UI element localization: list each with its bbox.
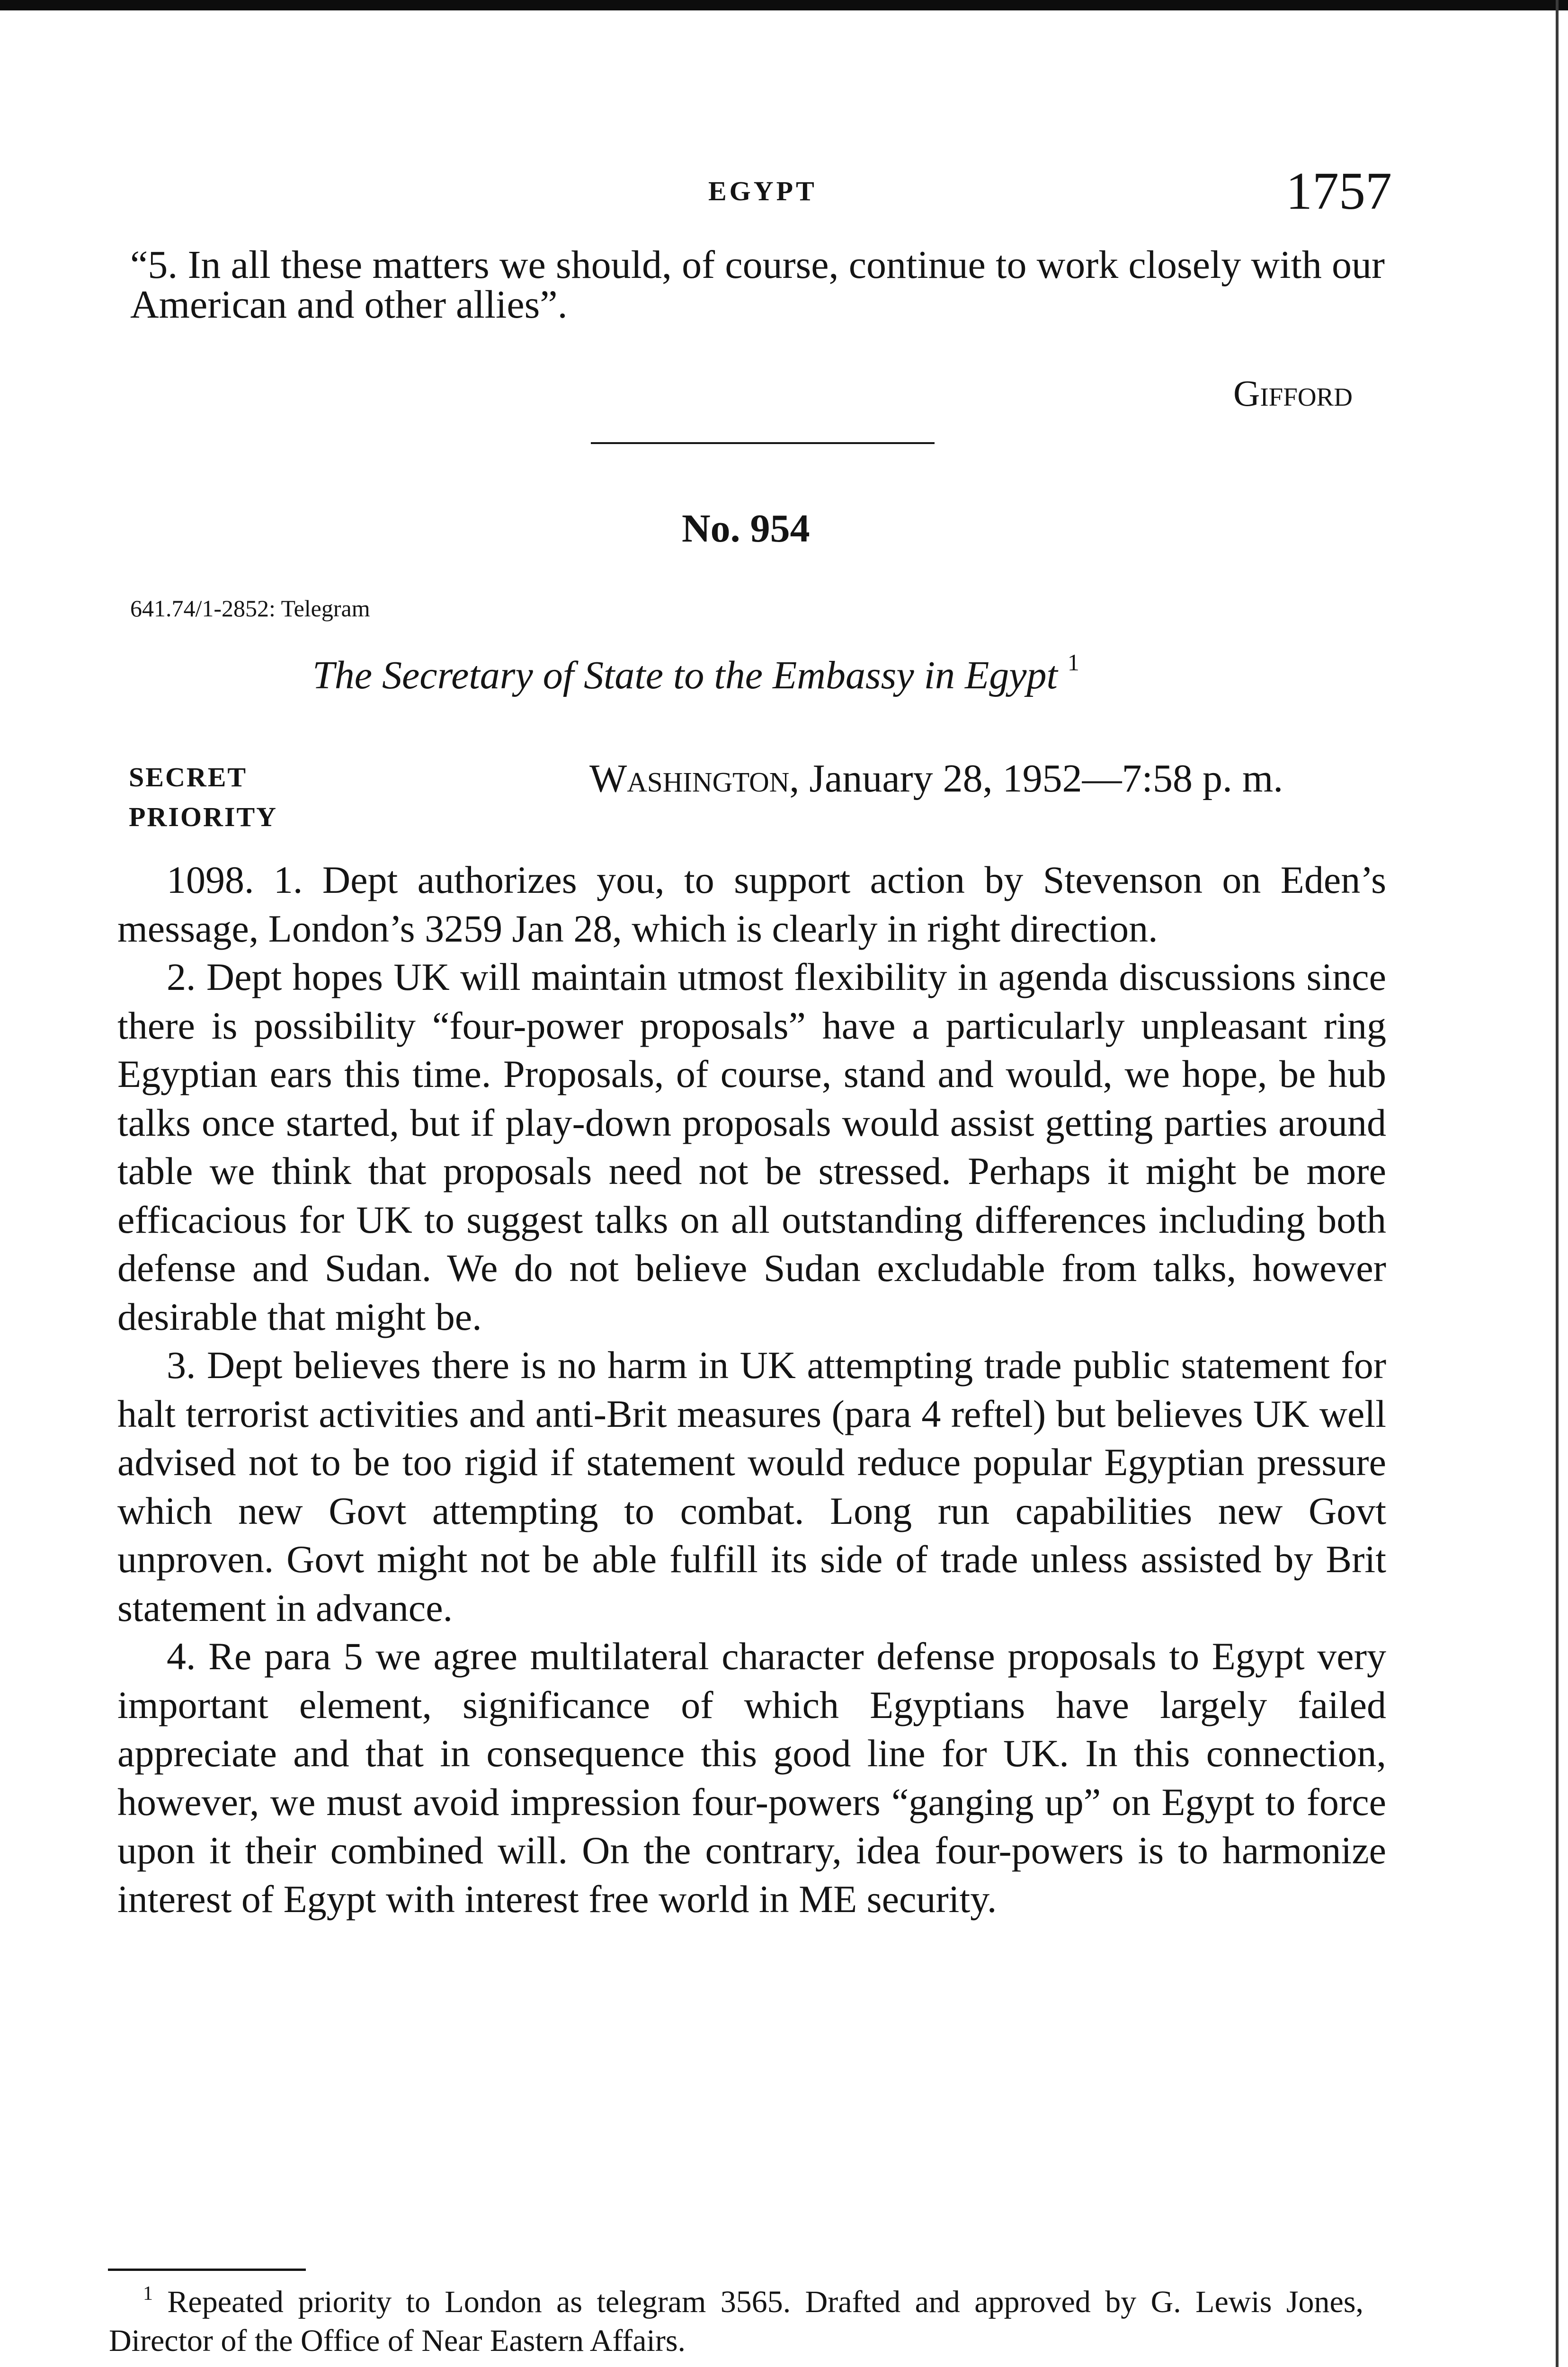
classification-secret: SECRET bbox=[129, 762, 248, 792]
dateline-place: Washington, bbox=[589, 756, 800, 801]
body-paragraph-1: 1098. 1. Dept authorizes you, to support action by Stevenson on Eden’s message, London’s 3259 Jan 28, which is clearly in right direction. bbox=[117, 858, 1386, 950]
footnote-rule bbox=[108, 2269, 306, 2271]
top-page-border bbox=[0, 0, 1568, 10]
document-title-text: The Secretary of State to the Embassy in Egypt bbox=[312, 653, 1058, 697]
footnote-text: Repeated priority to London as telegram 3565. Drafted and approved by G. Lewis Jones, Director of the Office of Near Eastern Affairs. bbox=[109, 2285, 1363, 2358]
section-divider bbox=[591, 442, 935, 444]
dateline bbox=[589, 756, 1283, 801]
title-footnote-mark: 1 bbox=[1067, 649, 1079, 676]
page-number: 1757 bbox=[1286, 162, 1392, 221]
footnote bbox=[109, 2283, 1363, 2360]
document-title bbox=[312, 649, 1079, 698]
telegram-body bbox=[117, 856, 1386, 1923]
footnote-mark: 1 bbox=[143, 2283, 153, 2305]
classification-priority: PRIORITY bbox=[129, 801, 278, 832]
signature-gifford: Gifford bbox=[1233, 373, 1353, 414]
document-number: No. 954 bbox=[682, 507, 810, 551]
right-page-edge bbox=[1556, 0, 1559, 2367]
closing-quote-paragraph: “5. In all these matters we should, of course, continue to work closely with our American and other allies”. bbox=[130, 243, 1385, 327]
body-paragraph-4: 4. Re para 5 we agree multilateral character defense proposals to Egypt very important element, significance of which Egyptians have largely failed appreciate and that in consequence this good line for UK. In this connection, however, we must avoid impression four-powers “ganging up” on Egypt to force upon it their combined will. On the contrary, idea four-powers is to harmonize interest of Egypt with interest free world in ME security. bbox=[117, 1635, 1386, 1921]
source-file-note: 641.74/1-2852: Telegram bbox=[130, 595, 370, 622]
dateline-date: January 28, 1952—7:58 p. m. bbox=[809, 756, 1283, 801]
body-paragraph-2: 2. Dept hopes UK will maintain utmost flexibility in agenda discussions since there is possibility “four-power proposals” have a particularly unpleasant ring Egyptian ears this time. Proposals, of course, stand and would, we hope, be hub talks once started, but if play-down proposals would assist getting parties around table we think that proposals need not be stressed. Perhaps it might be more efficacious for UK to suggest talks on all outstanding differences including both defense and Sudan. We do not believe Sudan excludable from talks, however desirable that might be. bbox=[117, 955, 1386, 1338]
running-head: EGYPT bbox=[708, 176, 817, 206]
body-paragraph-3: 3. Dept believes there is no harm in UK attempting trade public statement for halt terrorist activities and anti-Brit measures (para 4 reftel) but believes UK well advised not to be too rigid if statement would reduce popular Egyptian pressure which new Govt attempting to combat. Long run capabilities new Govt unproven. Govt might not be able fulfill its side of trade unless assisted by Brit statement in advance. bbox=[117, 1344, 1386, 1629]
